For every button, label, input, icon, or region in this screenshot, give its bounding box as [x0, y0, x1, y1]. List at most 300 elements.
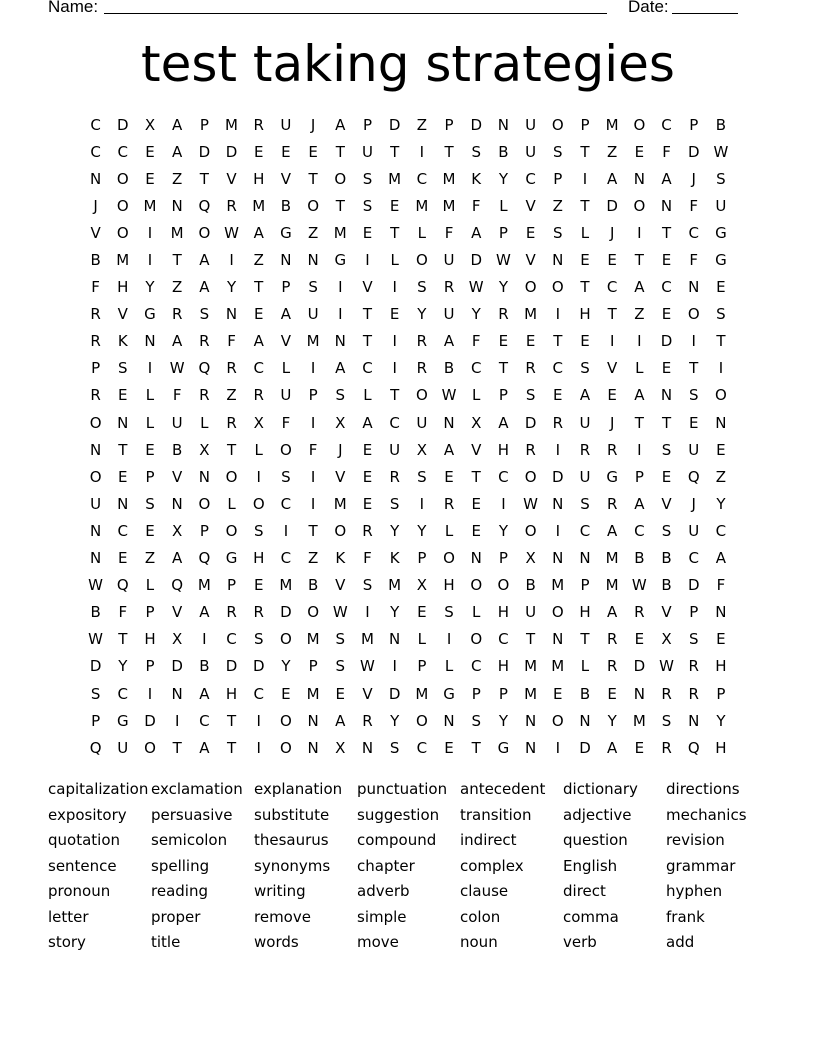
- grid-letter: S: [444, 603, 454, 622]
- grid-letter: O: [524, 521, 537, 540]
- grid-letter: C: [90, 115, 101, 134]
- word-list-item: add: [666, 933, 695, 951]
- grid-letter: P: [91, 711, 101, 730]
- grid-letter: C: [253, 684, 264, 703]
- grid-letter: M: [524, 657, 538, 676]
- word-list-item: quotation: [48, 831, 121, 849]
- word-list-item: pronoun: [48, 882, 111, 900]
- grid-letter: G: [715, 251, 727, 270]
- grid-letter: B: [307, 576, 319, 595]
- grid-letter: Z: [253, 251, 264, 270]
- grid-letter: V: [172, 603, 183, 622]
- grid-letter: P: [417, 657, 427, 676]
- grid-letter: A: [634, 386, 645, 405]
- grid-letter: I: [365, 251, 370, 270]
- grid-letter: Z: [144, 549, 156, 568]
- grid-letter: A: [253, 223, 264, 242]
- word-list-item: explanation: [254, 780, 343, 798]
- grid-row: [82, 707, 742, 734]
- grid-letter: T: [498, 359, 508, 378]
- word-list-item: expository: [48, 805, 127, 824]
- grid-letter: G: [116, 711, 129, 730]
- grid-letter: O: [551, 603, 564, 622]
- grid-letter: R: [362, 521, 373, 540]
- grid-letter: E: [145, 521, 155, 540]
- grid-letter: A: [335, 115, 346, 134]
- grid-letter: I: [392, 332, 397, 351]
- grid-letter: S: [661, 440, 672, 459]
- word-list-item: persuasive: [151, 805, 233, 824]
- grid-letter: R: [226, 603, 237, 622]
- grid-letter: R: [416, 332, 428, 351]
- grid-letter: A: [661, 169, 672, 188]
- grid-letter: I: [310, 467, 316, 486]
- grid-letter: A: [253, 332, 264, 351]
- grid-letter: M: [524, 684, 538, 703]
- grid-letter: G: [334, 251, 347, 270]
- grid-letter: T: [580, 196, 590, 215]
- grid-letter: R: [253, 115, 264, 134]
- grid-letter: O: [280, 440, 292, 459]
- grid-letter: P: [553, 169, 563, 188]
- word-list-item: capitalization: [48, 780, 149, 798]
- grid-letter: B: [661, 549, 672, 568]
- grid-letter: E: [281, 684, 291, 703]
- grid-letter: N: [144, 332, 156, 351]
- grid-letter: I: [555, 440, 560, 459]
- grid-letter: P: [91, 359, 101, 378]
- grid-letter: L: [499, 196, 508, 215]
- grid-letter: T: [390, 386, 400, 405]
- grid-row: [82, 545, 742, 572]
- grid-letter: U: [117, 738, 129, 757]
- grid-letter: P: [308, 657, 318, 676]
- grid-letter: E: [661, 359, 672, 378]
- grid-letter: L: [635, 359, 644, 378]
- grid-letter: S: [389, 738, 400, 757]
- grid-letter: F: [689, 251, 699, 270]
- grid-letter: U: [688, 440, 700, 459]
- grid-letter: D: [470, 115, 482, 134]
- grid-letter: R: [171, 305, 183, 324]
- grid-row: [82, 165, 742, 192]
- grid-letter: L: [200, 413, 209, 432]
- grid-letter: E: [362, 223, 373, 242]
- grid-letter: P: [145, 603, 155, 622]
- grid-letter: B: [199, 657, 210, 676]
- grid-letter: C: [470, 657, 482, 676]
- grid-letter: I: [147, 223, 153, 242]
- grid-row: [82, 138, 742, 165]
- grid-letter: L: [145, 576, 155, 595]
- grid-letter: T: [580, 142, 590, 161]
- grid-row: [82, 246, 742, 273]
- grid-letter: W: [468, 278, 484, 297]
- grid-letter: E: [634, 630, 645, 649]
- grid-letter: R: [416, 359, 428, 378]
- grid-letter: Q: [198, 196, 211, 215]
- name-field-line: [104, 13, 607, 14]
- grid-letter: A: [172, 142, 183, 161]
- grid-letter: H: [253, 549, 265, 568]
- grid-letter: T: [526, 630, 536, 649]
- grid-letter: U: [715, 196, 727, 215]
- grid-letter: O: [307, 603, 319, 622]
- grid-letter: E: [607, 386, 617, 405]
- grid-letter: C: [362, 359, 373, 378]
- grid-letter: W: [88, 630, 104, 649]
- grid-letter: C: [253, 359, 264, 378]
- grid-letter: V: [661, 603, 672, 622]
- word-list-item: substitute: [254, 805, 330, 824]
- grid-letter: T: [471, 467, 481, 486]
- grid-letter: I: [555, 738, 560, 757]
- grid-letter: C: [199, 711, 210, 730]
- grid-letter: U: [171, 413, 183, 432]
- grid-letter: T: [689, 359, 699, 378]
- grid-letter: B: [634, 549, 645, 568]
- grid-letter: O: [415, 386, 428, 405]
- grid-letter: T: [716, 332, 726, 351]
- word-list-item: adjective: [563, 805, 632, 824]
- grid-letter: P: [498, 386, 508, 405]
- grid-letter: H: [715, 738, 727, 757]
- grid-letter: V: [226, 169, 237, 188]
- grid-letter: X: [144, 115, 156, 134]
- grid-letter: C: [498, 630, 509, 649]
- grid-letter: V: [335, 467, 346, 486]
- grid-letter: Y: [118, 657, 128, 676]
- grid-letter: C: [470, 359, 482, 378]
- grid-letter: C: [688, 549, 699, 568]
- grid-letter: P: [199, 115, 209, 134]
- word-list-item: question: [563, 831, 628, 849]
- grid-letter: C: [416, 738, 428, 757]
- grid-letter: L: [281, 359, 291, 378]
- grid-letter: N: [307, 738, 319, 757]
- grid-letter: E: [362, 467, 373, 486]
- grid-letter: V: [335, 576, 346, 595]
- grid-letter: O: [633, 196, 646, 215]
- word-list-item: hyphen: [666, 882, 723, 900]
- grid-letter: N: [89, 169, 102, 188]
- grid-letter: N: [117, 494, 129, 513]
- grid-letter: I: [637, 223, 642, 242]
- grid-letter: N: [171, 196, 183, 215]
- grid-letter: A: [607, 169, 618, 188]
- grid-letter: A: [634, 278, 645, 297]
- grid-letter: C: [634, 521, 645, 540]
- grid-letter: Q: [171, 576, 184, 595]
- grid-row: [82, 328, 742, 355]
- grid-letter: I: [310, 494, 316, 513]
- grid-letter: L: [227, 494, 236, 513]
- grid-letter: T: [661, 223, 672, 242]
- grid-letter: E: [253, 305, 264, 324]
- word-list-item: directions: [666, 780, 740, 798]
- grid-letter: S: [335, 386, 346, 405]
- grid-letter: W: [659, 657, 674, 676]
- grid-letter: R: [634, 603, 645, 622]
- grid-letter: L: [390, 251, 399, 270]
- grid-letter: D: [225, 657, 238, 676]
- grid-letter: X: [199, 440, 210, 459]
- grid-letter: U: [525, 603, 537, 622]
- grid-letter: S: [335, 630, 346, 649]
- grid-letter: I: [637, 440, 642, 459]
- word-list: [48, 777, 768, 956]
- grid-letter: A: [335, 359, 346, 378]
- grid-letter: X: [253, 413, 264, 432]
- grid-letter: O: [715, 386, 727, 405]
- grid-letter: I: [174, 711, 180, 730]
- grid-letter: I: [283, 521, 289, 540]
- grid-letter: W: [169, 359, 185, 378]
- grid-letter: H: [225, 684, 238, 703]
- grid-letter: E: [498, 332, 509, 351]
- grid-letter: Q: [198, 549, 211, 568]
- grid-letter: I: [310, 413, 316, 432]
- grid-letter: Z: [552, 196, 563, 215]
- grid-letter: U: [307, 305, 319, 324]
- grid-letter: C: [661, 278, 672, 297]
- grid-letter: G: [225, 549, 238, 568]
- grid-letter: I: [338, 305, 343, 324]
- grid-letter: I: [637, 332, 642, 351]
- grid-letter: L: [145, 386, 155, 405]
- grid-letter: V: [525, 251, 536, 270]
- grid-letter: M: [388, 576, 402, 595]
- grid-letter: H: [715, 657, 727, 676]
- grid-letter: Y: [417, 521, 427, 540]
- grid-row: [82, 463, 742, 490]
- grid-letter: I: [555, 521, 560, 540]
- grid-letter: P: [199, 521, 209, 540]
- grid-letter: M: [252, 196, 266, 215]
- grid-letter: T: [172, 251, 182, 270]
- grid-letter: O: [225, 521, 238, 540]
- grid-letter: R: [606, 657, 618, 676]
- grid-letter: W: [360, 657, 375, 676]
- grid-letter: A: [634, 494, 645, 513]
- grid-letter: P: [444, 115, 454, 134]
- grid-letter: T: [335, 142, 345, 161]
- grid-letter: I: [147, 251, 153, 270]
- grid-letter: S: [389, 494, 400, 513]
- grid-letter: H: [579, 305, 591, 324]
- grid-letter: M: [605, 576, 619, 595]
- grid-letter: T: [226, 738, 237, 757]
- grid-letter: A: [607, 738, 618, 757]
- word-list-item: clause: [460, 882, 509, 900]
- grid-letter: I: [147, 684, 153, 703]
- grid-letter: I: [718, 359, 724, 378]
- grid-letter: O: [443, 549, 455, 568]
- grid-letter: M: [605, 115, 619, 134]
- grid-letter: I: [419, 494, 425, 513]
- grid-letter: U: [579, 413, 591, 432]
- grid-letter: E: [145, 440, 155, 459]
- grid-letter: O: [470, 630, 483, 649]
- grid-letter: R: [199, 332, 210, 351]
- grid-letter: E: [362, 440, 373, 459]
- grid-letter: S: [716, 169, 726, 188]
- word-list-item: move: [357, 933, 399, 951]
- grid-letter: C: [226, 630, 237, 649]
- grid-letter: S: [553, 223, 563, 242]
- grid-letter: I: [609, 332, 615, 351]
- grid-letter: T: [634, 413, 644, 432]
- grid-letter: E: [716, 440, 726, 459]
- grid-row: [82, 626, 742, 653]
- word-list-item: English: [563, 856, 618, 875]
- grid-letter: H: [253, 169, 265, 188]
- grid-letter: E: [389, 196, 400, 215]
- word-list-item: chapter: [357, 856, 415, 875]
- grid-letter: M: [388, 169, 402, 188]
- word-list-item: adverb: [357, 882, 410, 900]
- word-list-item: frank: [666, 907, 705, 926]
- grid-letter: S: [661, 711, 672, 730]
- grid-letter: S: [308, 278, 318, 297]
- grid-letter: F: [91, 278, 100, 297]
- grid-letter: F: [689, 196, 699, 215]
- grid-letter: N: [198, 467, 210, 486]
- date-field-line: [672, 13, 738, 14]
- grid-letter: O: [198, 223, 211, 242]
- grid-row: [82, 111, 742, 138]
- grid-letter: S: [471, 142, 481, 161]
- grid-letter: A: [172, 549, 183, 568]
- grid-row: [82, 355, 742, 382]
- page-title: test taking strategies: [141, 35, 675, 93]
- grid-letter: M: [116, 251, 130, 270]
- grid-letter: N: [307, 711, 319, 730]
- grid-letter: M: [551, 657, 565, 676]
- grid-letter: U: [525, 115, 537, 134]
- grid-letter: N: [280, 251, 292, 270]
- grid-letter: M: [306, 630, 320, 649]
- grid-letter: Y: [226, 278, 237, 297]
- grid-letter: Y: [417, 305, 427, 324]
- grid-letter: L: [472, 386, 481, 405]
- grid-letter: R: [606, 630, 618, 649]
- grid-letter: N: [361, 738, 374, 757]
- grid-letter: H: [579, 603, 591, 622]
- grid-letter: E: [145, 142, 155, 161]
- grid-letter: A: [199, 738, 210, 757]
- grid-letter: B: [525, 576, 536, 595]
- grid-letter: A: [607, 521, 618, 540]
- grid-letter: O: [280, 738, 292, 757]
- grid-letter: Z: [172, 169, 183, 188]
- grid-letter: P: [498, 684, 508, 703]
- grid-letter: I: [229, 251, 234, 270]
- grid-letter: N: [688, 278, 700, 297]
- grid-letter: I: [256, 711, 261, 730]
- word-list-item: spelling: [151, 856, 210, 875]
- grid-letter: M: [551, 576, 565, 595]
- grid-letter: N: [389, 630, 401, 649]
- grid-letter: T: [580, 278, 590, 297]
- grid-letter: B: [90, 603, 101, 622]
- grid-letter: Q: [89, 738, 102, 757]
- grid-letter: N: [633, 169, 645, 188]
- grid-letter: W: [224, 223, 239, 242]
- grid-letter: I: [338, 278, 343, 297]
- grid-letter: M: [632, 711, 646, 730]
- grid-letter: J: [691, 494, 696, 513]
- grid-letter: Y: [145, 278, 155, 297]
- grid-letter: N: [660, 386, 673, 405]
- grid-letter: R: [525, 359, 536, 378]
- word-list-item: punctuation: [357, 780, 448, 798]
- grid-letter: X: [416, 440, 427, 459]
- grid-letter: N: [660, 196, 673, 215]
- grid-letter: V: [362, 278, 373, 297]
- grid-letter: A: [199, 684, 210, 703]
- grid-letter: T: [390, 142, 400, 161]
- grid-letter: A: [280, 305, 292, 324]
- grid-letter: M: [197, 576, 211, 595]
- grid-letter: H: [144, 630, 156, 649]
- grid-letter: X: [172, 521, 183, 540]
- word-list-item: complex: [460, 856, 524, 875]
- grid-letter: O: [198, 494, 211, 513]
- grid-letter: W: [332, 603, 348, 622]
- grid-letter: N: [633, 684, 645, 703]
- grid-letter: N: [688, 711, 700, 730]
- word-list-item: revision: [666, 831, 725, 849]
- grid-letter: F: [662, 142, 671, 161]
- name-label: Name:: [48, 0, 99, 16]
- grid-letter: E: [471, 494, 481, 513]
- grid-letter: Y: [281, 657, 291, 676]
- grid-letter: Z: [715, 467, 727, 486]
- grid-letter: V: [661, 494, 672, 513]
- grid-letter: D: [280, 603, 292, 622]
- grid-letter: N: [715, 603, 727, 622]
- grid-letter: E: [580, 332, 590, 351]
- grid-letter: I: [392, 278, 397, 297]
- grid-letter: V: [280, 332, 292, 351]
- grid-letter: R: [199, 386, 210, 405]
- grid-letter: L: [444, 521, 454, 540]
- grid-letter: J: [609, 413, 615, 432]
- grid-letter: J: [338, 440, 343, 459]
- grid-letter: K: [389, 549, 400, 568]
- grid-row: [82, 274, 742, 301]
- grid-letter: R: [661, 684, 672, 703]
- grid-letter: K: [335, 549, 346, 568]
- grid-letter: S: [362, 196, 373, 215]
- grid-letter: Z: [307, 223, 319, 242]
- grid-letter: I: [256, 467, 261, 486]
- grid-letter: M: [306, 684, 320, 703]
- word-list-item: thesaurus: [254, 831, 329, 849]
- grid-letter: O: [334, 169, 347, 188]
- grid-letter: L: [417, 223, 427, 242]
- word-list-item: suggestion: [357, 805, 440, 824]
- grid-letter: P: [580, 115, 590, 134]
- grid-letter: Y: [390, 603, 400, 622]
- grid-row: [82, 382, 742, 409]
- grid-letter: Y: [390, 711, 400, 730]
- grid-letter: T: [580, 630, 590, 649]
- grid-letter: J: [691, 169, 696, 188]
- word-list-item: verb: [563, 933, 597, 951]
- grid-letter: K: [117, 332, 128, 351]
